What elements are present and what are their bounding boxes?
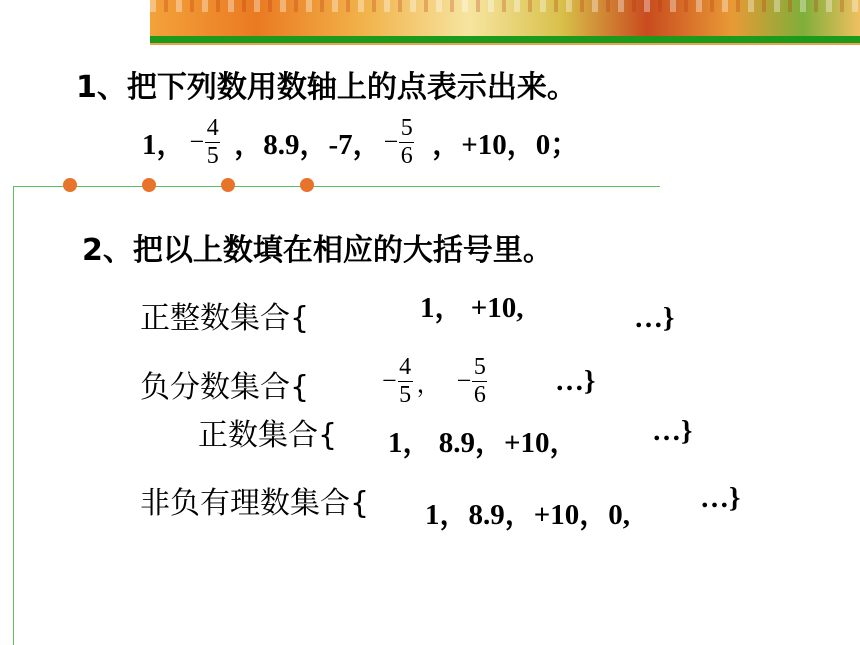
positive-number-set-end: …} (652, 415, 693, 447)
fraction-numerator: 5 (400, 114, 413, 141)
left-vertical-rule (13, 186, 14, 645)
positive-integer-set-label: 正整数集合{ (140, 301, 310, 336)
header-orange-line (150, 43, 860, 45)
positive-integer-set-end: …} (634, 302, 675, 334)
fraction-stack (399, 115, 414, 170)
minus-sign: − (456, 366, 472, 395)
positive-number-set-label: 正数集合{ (198, 418, 338, 453)
fraction-numerator: 4 (206, 114, 219, 141)
fraction-stack (472, 354, 487, 409)
comma: ， (416, 371, 441, 398)
question-1-numbers (142, 107, 579, 177)
header-banner-texture (150, 0, 860, 12)
fraction-neg-4-5 (382, 354, 413, 409)
negative-fraction-set-end: …} (555, 365, 596, 397)
horizontal-rule (13, 186, 660, 187)
nonnegative-rational-set-end: …} (700, 482, 741, 514)
fraction-denominator: 5 (399, 381, 412, 408)
positive-number-set-values: 1， 8.9，+10， (388, 427, 579, 459)
orange-dot (63, 178, 77, 192)
minus-sign: − (383, 127, 399, 156)
question-2-title: 2、把以上数填在相应的大括号里。 (82, 233, 553, 268)
negative-fraction-set-values (382, 345, 487, 417)
header-green-line (150, 36, 860, 43)
fraction-neg-5-6 (457, 354, 488, 409)
number-text: 1， (142, 128, 186, 161)
fraction-denominator: 5 (206, 142, 219, 169)
number-text: ，8.9，-7， (234, 128, 382, 161)
orange-dot (300, 178, 314, 192)
nonnegative-rational-set-label: 非负有理数集合{ (140, 486, 370, 521)
number-text: ，+10，0； (432, 128, 580, 161)
fraction-stack (205, 115, 220, 170)
orange-dot (142, 178, 156, 192)
fraction-stack (398, 354, 413, 409)
fraction-numerator: 4 (399, 353, 412, 380)
negative-fraction-set-label: 负分数集合{ (140, 370, 310, 405)
fraction-neg-4-5 (190, 115, 221, 170)
fraction-numerator: 5 (473, 353, 486, 380)
orange-dot (221, 178, 235, 192)
fraction-denominator: 6 (400, 142, 413, 169)
fraction-neg-5-6 (384, 115, 415, 170)
fraction-denominator: 6 (473, 381, 486, 408)
minus-sign: − (189, 127, 205, 156)
minus-sign: − (382, 366, 397, 395)
positive-integer-set-values: 1， +10, (420, 292, 524, 324)
nonnegative-rational-set-values: 1，8.9，+10，0, (425, 499, 631, 531)
question-1-title: 1、把下列数用数轴上的点表示出来。 (76, 70, 577, 105)
